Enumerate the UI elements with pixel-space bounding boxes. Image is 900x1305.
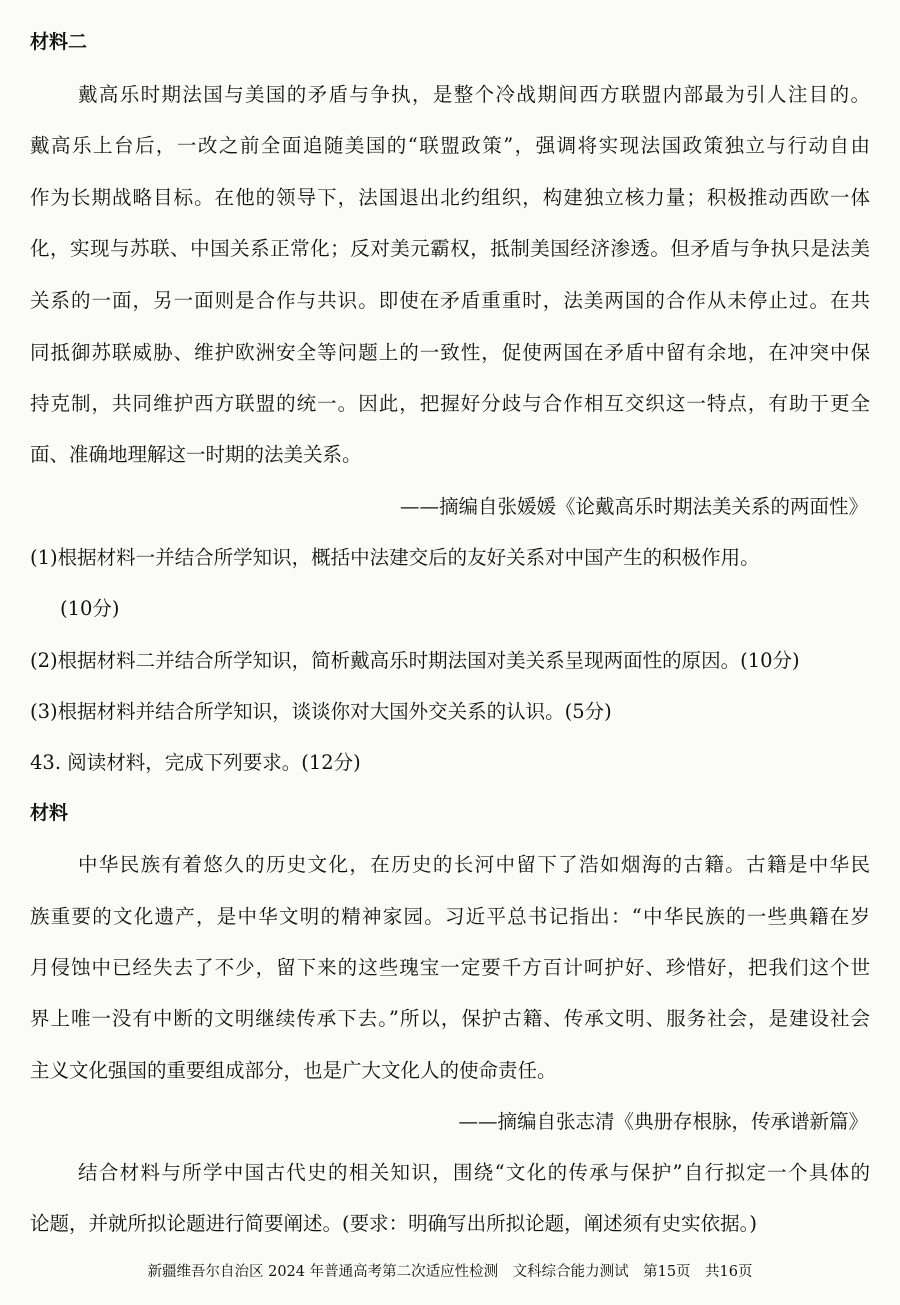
material-2-line: 戴高乐时期法国与美国的矛盾与争执，是整个冷战期间西方联盟内部最为引人注目的。	[78, 83, 870, 106]
material-heading: 材料	[30, 802, 69, 824]
material-source: ——摘编自张志清《典册存根脉，传承谱新篇》	[458, 1110, 868, 1133]
question-1: (1)根据材料一并结合所学知识，概括中法建交后的友好关系对中国产生的积极作用。	[30, 546, 760, 569]
task-line: 结合材料与所学中国古代史的相关知识，围绕“文化的传承与保护”自行拟定一个具体的	[78, 1161, 870, 1184]
material-2-line: 持克制，共同维护西方联盟的统一。因此，把握好分歧与合作相互交织这一特点，有助于更全	[30, 392, 870, 415]
material-2-line: 关系的一面，另一面则是合作与共识。即使在矛盾重重时，法美两国的合作从未停止过。在共	[30, 289, 870, 312]
material-2-line: 面、准确地理解这一时期的法美关系。	[30, 443, 362, 466]
page-footer: 新疆维吾尔自治区 2024 年普通高考第二次适应性检测 文科综合能力测试 第15页 共16页	[147, 1264, 753, 1280]
material-line: 界上唯一没有中断的文明继续传承下去。”所以，保护古籍、传承文明、服务社会，是建设社会	[30, 1007, 870, 1030]
material-2-line: 化，实现与苏联、中国关系正常化；反对美元霸权，抵制美国经济渗透。但矛盾与争执只是法美	[30, 237, 870, 260]
material-line: 月侵蚀中已经失去了不少，留下来的这些瑰宝一定要千方百计呵护好、珍惜好，把我们这个世	[30, 956, 870, 979]
question-2: (2)根据材料二并结合所学知识，简析戴高乐时期法国对美关系呈现两面性的原因。(10分)	[30, 649, 800, 672]
material-line: 族重要的文化遗产，是中华文明的精神家园。习近平总书记指出：“中华民族的一些典籍在岁	[30, 905, 870, 928]
material-2-source: ——摘编自张媛媛《论戴高乐时期法美关系的两面性》	[399, 495, 868, 518]
question-3: (3)根据材料并结合所学知识，谈谈你对大国外交关系的认识。(5分)	[30, 700, 612, 723]
material-line: 中华民族有着悠久的历史文化，在历史的长河中留下了浩如烟海的古籍。古籍是中华民	[78, 853, 870, 876]
question-43-title: 43. 阅读材料，完成下列要求。(12分)	[30, 751, 361, 774]
material-2-line: 作为长期战略目标。在他的领导下，法国退出北约组织，构建独立核力量；积极推动西欧一体	[30, 186, 870, 209]
material-2-heading: 材料二	[30, 31, 88, 53]
material-line: 主义文化强国的重要组成部分，也是广大文化人的使命责任。	[30, 1059, 557, 1082]
material-2-line: 戴高乐上台后，一改之前全面追随美国的“联盟政策”，强调将实现法国政策独立与行动自由	[30, 134, 870, 157]
question-1-score: (10分)	[60, 597, 120, 620]
task-line: 论题，并就所拟论题进行简要阐述。(要求：明确写出所拟论题，阐述须有史实依据。)	[30, 1212, 757, 1235]
material-2-line: 同抵御苏联威胁、维护欧洲安全等问题上的一致性，促使两国在矛盾中留有余地，在冲突中保	[30, 341, 870, 364]
